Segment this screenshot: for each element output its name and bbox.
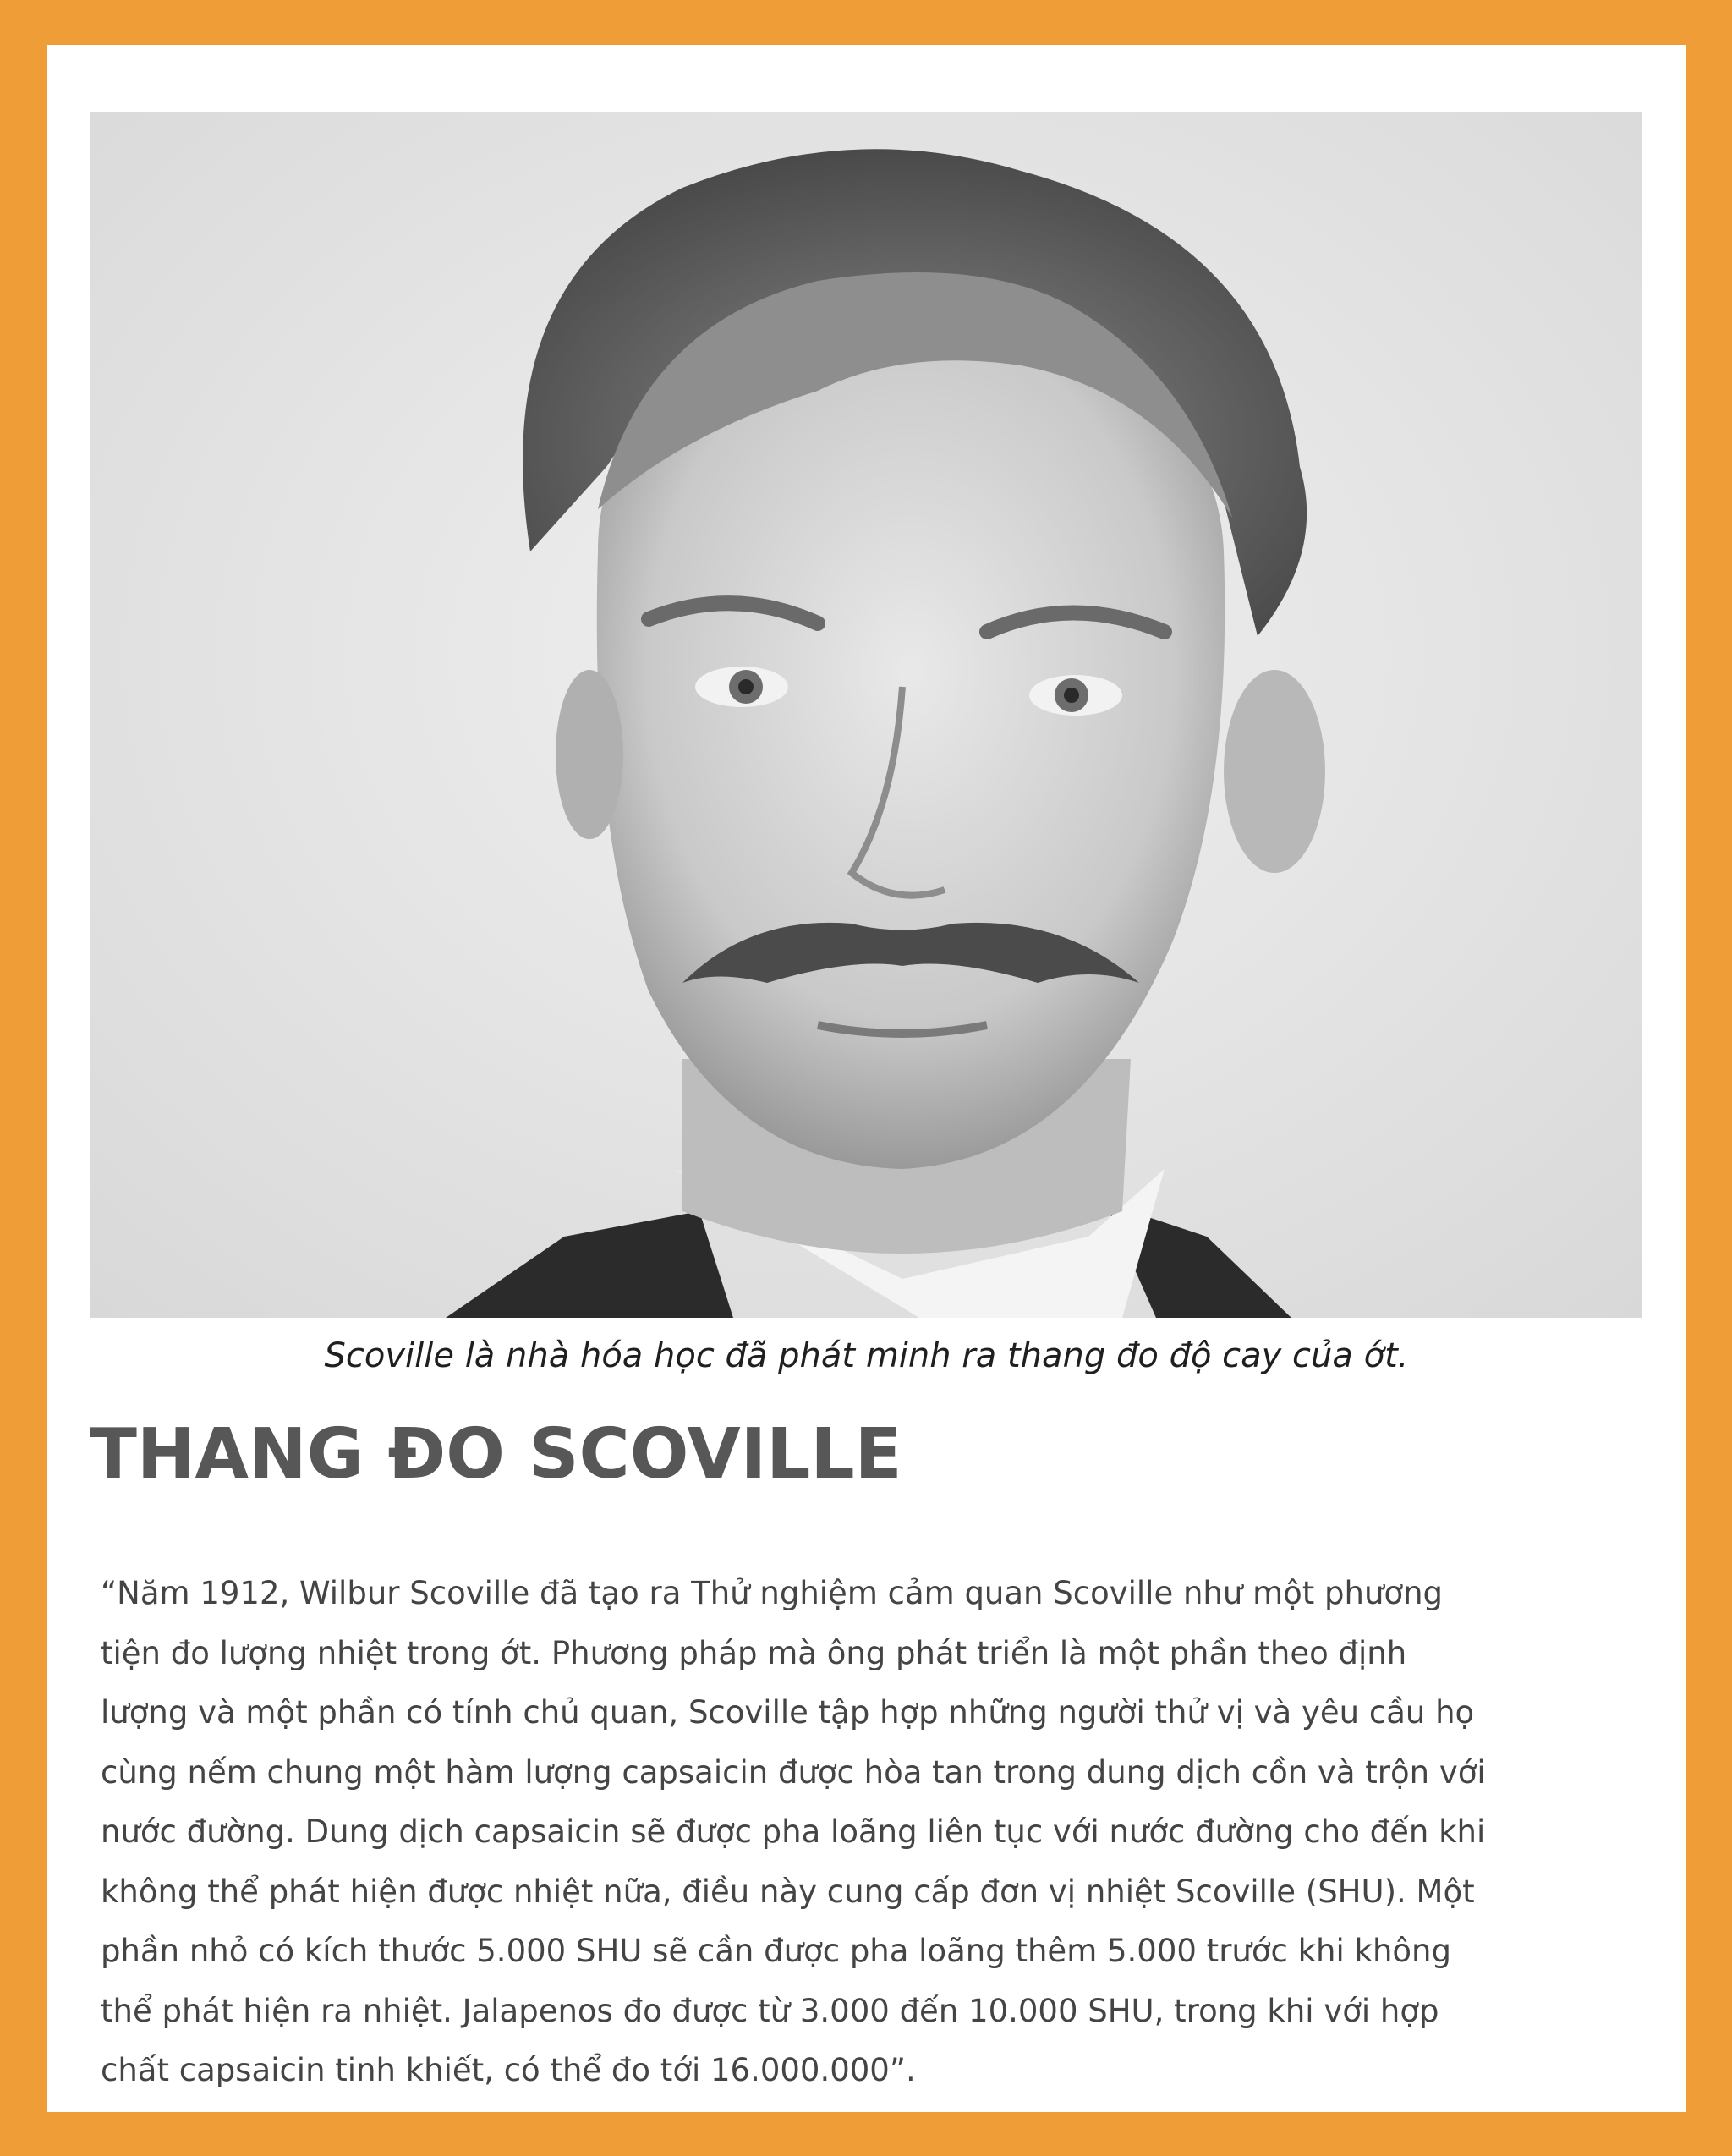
- body-line: tiện đo lượng nhiệt trong ớt. Phương pháp mà ông phát triển là một phần theo định: [101, 1634, 1407, 1671]
- body-line: chất capsaicin tinh khiết, có thể đo tới 16.000.000”.: [101, 2052, 916, 2088]
- body-paragraph: [101, 1564, 1648, 2101]
- body-line: lượng và một phần có tính chủ quan, Scoville tập hợp những người thử vị và yêu cầu họ: [101, 1694, 1475, 1731]
- body-line: nước đường. Dung dịch capsaicin sẽ được pha loãng liên tục với nước đường cho đến khi: [101, 1813, 1486, 1850]
- article-card: [47, 45, 1686, 2112]
- portrait-photo: [90, 112, 1642, 1318]
- photo-caption: Scoville là nhà hóa học đã phát minh ra thang đo độ cay của ớt.: [324, 1336, 1409, 1375]
- body-line: cùng nếm chung một hàm lượng capsaicin được hòa tan trong dung dịch cồn và trộn với: [101, 1753, 1486, 1791]
- page-title: THANG ĐO SCOVILLE: [90, 1414, 902, 1495]
- body-line: phần nhỏ có kích thước 5.000 SHU sẽ cần được pha loãng thêm 5.000 trước khi không: [101, 1933, 1451, 1969]
- body-line: “Năm 1912, Wilbur Scoville đã tạo ra Thử nghiệm cảm quan Scoville như một phương: [101, 1575, 1444, 1611]
- body-line: thể phát hiện ra nhiệt. Jalapenos đo được từ 3.000 đến 10.000 SHU, trong khi với hợp: [101, 1992, 1439, 2029]
- portrait-illustration: [90, 112, 1642, 1318]
- body-line: không thể phát hiện được nhiệt nữa, điều này cung cấp đơn vị nhiệt Scoville (SHU). Một: [101, 1873, 1475, 1910]
